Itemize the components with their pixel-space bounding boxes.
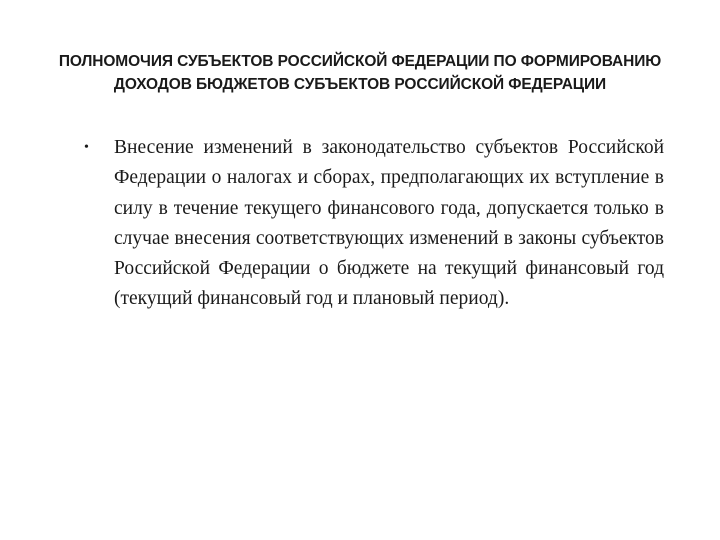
bullet-list — [80, 133, 664, 315]
bullet-item — [80, 133, 664, 315]
slide-title: ПОЛНОМОЧИЯ СУБЪЕКТОВ РОССИЙСКОЙ ФЕДЕРАЦИИ ПО ФОРМИРОВАНИЮ ДОХОДОВ БЮДЖЕТОВ СУБЪЕКТОВ РОССИЙСКОЙ ФЕДЕРАЦИИ — [58, 53, 662, 93]
bullet-marker: • — [84, 140, 89, 155]
bullet-text: Внесение изменений в законодательство субъектов Российской Федерации о налогах и сборах, предполагающих их вступление в силу в течение текущего финансового года, допускается только в случае внесения соответствующих изменений в законы субъектов Российской Федерации о бюджете на текущий финансовый год (текущий финансовый год и плановый период). — [114, 137, 664, 310]
